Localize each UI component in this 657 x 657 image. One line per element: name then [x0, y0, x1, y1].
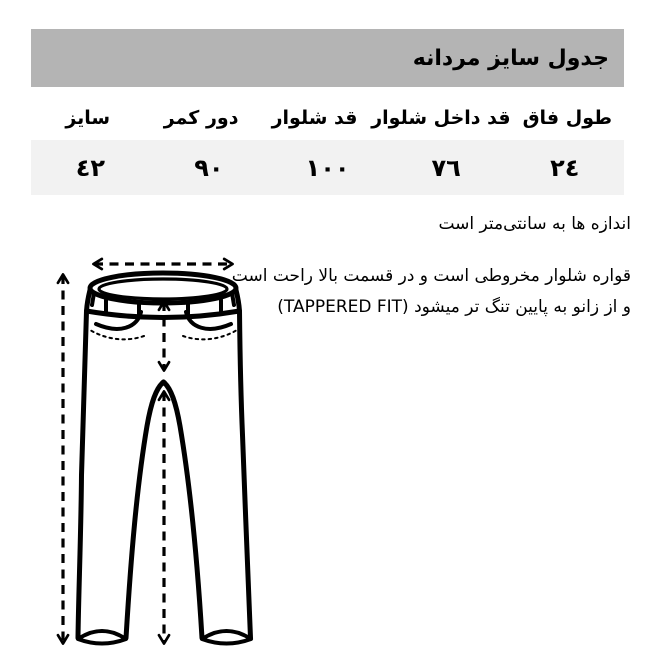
left-pocket-stitching: [90, 330, 144, 339]
column-header-rise: طول فاق: [522, 106, 613, 129]
right-pocket-stitching: [183, 330, 237, 339]
fit-description: [232, 261, 631, 323]
column-header-waist: دور کمر: [163, 106, 239, 129]
table-value-row: [31, 140, 624, 195]
value-size: ٤٢: [75, 153, 105, 182]
left-leg-outer-seam: [78, 311, 87, 638]
column-header-length: قد شلوار: [271, 106, 358, 129]
waist-opening-inner: [99, 279, 227, 299]
table-title-bar: [31, 29, 624, 87]
page-title: جدول سایز مردانه: [412, 45, 609, 71]
unit-note: اندازه ها به سانتی‌متر است: [438, 214, 631, 234]
right-leg-outer-seam: [240, 311, 251, 638]
right-hem: [202, 631, 251, 644]
left-hem: [78, 631, 126, 644]
column-header-inseam: قد داخل شلوار: [371, 106, 511, 129]
value-waist: ٩٠: [194, 153, 224, 182]
table-header-row: [31, 95, 624, 140]
trousers-measurement-diagram: [40, 243, 272, 657]
value-length: ١٠٠: [305, 153, 350, 182]
value-rise: ٢٤: [550, 153, 580, 182]
column-header-size: سایز: [65, 106, 111, 129]
value-inseam: ٧٦: [431, 153, 461, 182]
fit-description-line-1: قواره شلوار مخروطی است و در قسمت بالا راحت است: [231, 266, 631, 286]
fit-description-line-2: و از زانو به پایین تنگ تر میشود (TAPPERED FIT): [277, 297, 631, 317]
